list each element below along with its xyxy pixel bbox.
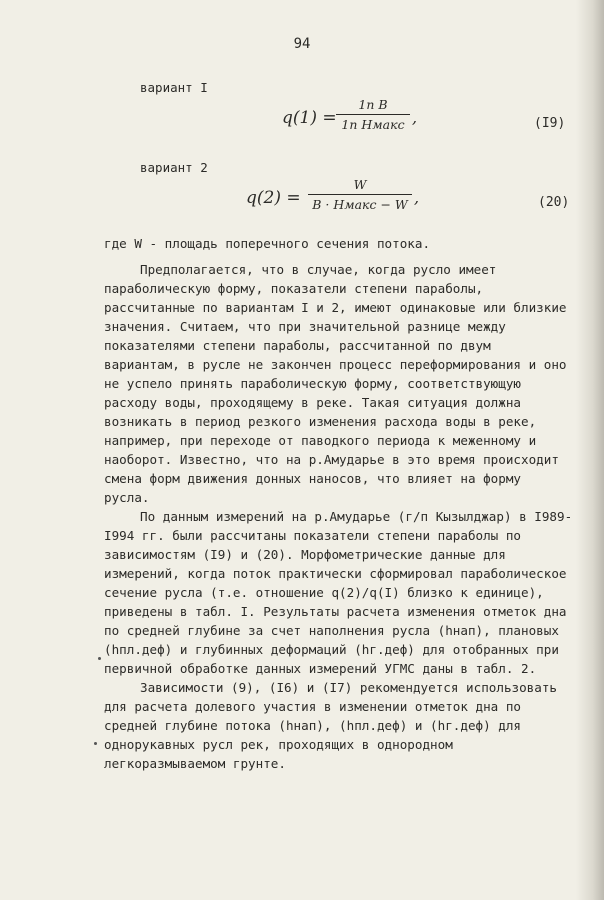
formula-19-comma: ,: [412, 108, 418, 127]
formula-20-denominator: B · Hмакс − W: [312, 197, 408, 212]
formula-19-fraction: [336, 96, 410, 133]
formula-19-lhs: q(1) =: [282, 108, 337, 128]
formula-20-lhs: q(2) =: [246, 188, 301, 208]
equation-number-19: (I9): [534, 116, 566, 131]
paragraph-1: Предполагается, что в случае, когда русло имеет параболическую форму, показатели степени параболы, рассчитанные по вариантам I и 2, имеют одинаковые или близкие значения. Считаем, что при значительной разнице между показателями степени параболы, рассчитанной по двум вариантам, в русле не закончен процесс переформирования и оно не успело принять параболическую форму, соответствующую расходу воды, проходящему в реке. Такая ситуация должна возникать в период резкого изменения расхода воды в реке, например, при переходе от паводкого периода к меженному и наоборот. Известно, что на р.Амударье в это время происходит смена форм движения донных наносов, что влияет на форму русла.: [104, 262, 567, 505]
page-number: 94: [293, 36, 311, 52]
formula-20-comma: ,: [414, 188, 420, 207]
paragraph-3: Зависимости (9), (I6) и (I7) рекомендуется использовать для расчета долевого участия в изменении отметок дна по средней глубине потока (hнап), (hпл.деф) и (hг.деф) для однорукавных русл рек, проходящих в однородном легкоразмываемом грунте.: [104, 680, 558, 771]
page-edge-shadow: [576, 0, 604, 900]
paragraph-where: где W - площадь поперечного сечения потока.: [104, 236, 431, 251]
variant-1-label: вариант I: [140, 80, 208, 95]
formula-20-fraction: [308, 176, 412, 213]
equation-number-20: (20): [538, 195, 570, 210]
variant-2-label: вариант 2: [140, 160, 208, 175]
formula-20-numerator: W: [353, 177, 367, 192]
formula-19-numerator: 1n B: [358, 97, 388, 112]
formula-19-denominator: 1n Hмакс: [341, 117, 405, 132]
margin-mark: [94, 742, 97, 745]
body-text: [104, 234, 574, 773]
margin-mark: [98, 657, 101, 660]
paragraph-2: По данным измерений на р.Амударье (г/п Кызылджар) в I989-I994 гг. были рассчитаны показатели степени параболы по зависимостям (I9) и (20). Морфометрические данные для измерений, когда поток практически сформировал параболическое сечение русла (т.е. отношение q(2)/q(I) близко к единице), приведены в табл. I. Результаты расчета изменения отметок дна по средней глубине за счет наполнения русла (hнап), плановых (hпл.деф) и глубинных деформаций (hг.деф) для отобранных при первичной обработке данных измерений УГМС даны в табл. 2.: [104, 509, 573, 676]
